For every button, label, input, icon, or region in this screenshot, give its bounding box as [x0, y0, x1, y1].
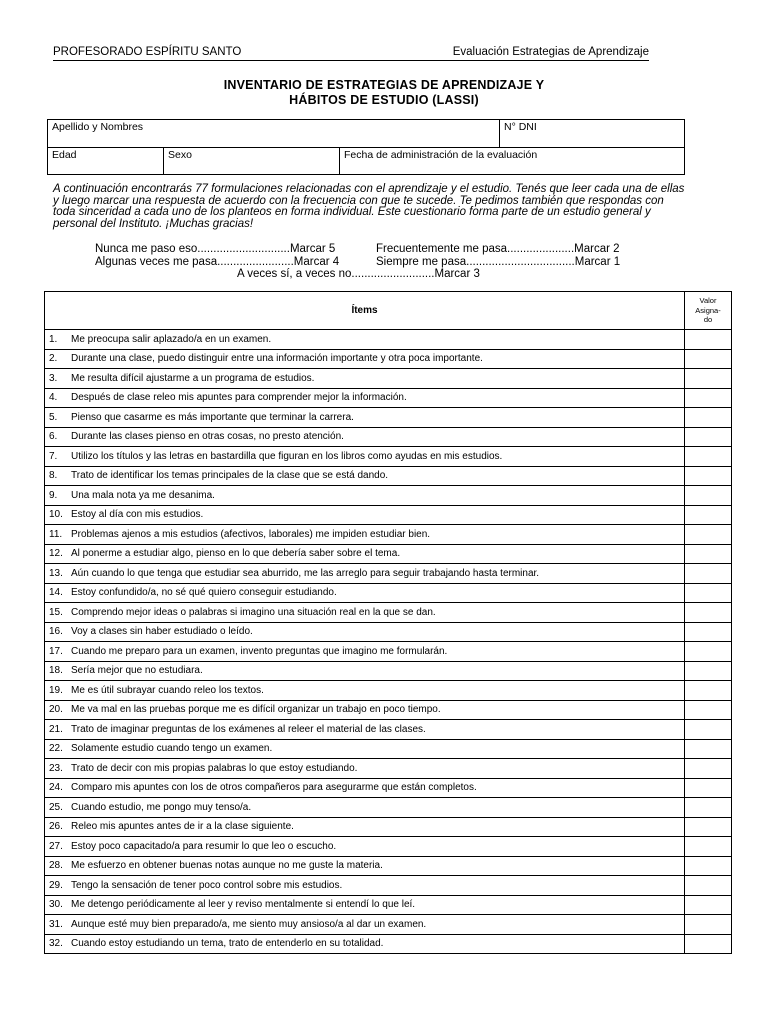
- item-row: [45, 486, 732, 506]
- item-row: [45, 427, 732, 447]
- item-statement: [45, 330, 685, 350]
- item-number: 17.: [49, 645, 63, 657]
- item-value-cell[interactable]: [685, 915, 732, 935]
- item-statement: [45, 837, 685, 857]
- item-text: Aún cuando lo que tenga que estudiar sea aburrido, me las arreglo para seguir trabajando hasta terminar.: [71, 567, 540, 579]
- item-number: 1.: [49, 333, 58, 345]
- item-number: 20.: [49, 704, 63, 716]
- item-row: [45, 895, 732, 915]
- item-row: [45, 661, 732, 681]
- item-text: Cuando estoy estudiando un tema, trato de entenderlo en su totalidad.: [71, 938, 384, 950]
- item-value-cell[interactable]: [685, 427, 732, 447]
- item-row: [45, 369, 732, 389]
- items-table: [44, 291, 732, 954]
- item-value-cell[interactable]: [685, 408, 732, 428]
- item-number: 28.: [49, 860, 63, 872]
- item-statement: [45, 642, 685, 662]
- item-number: 7.: [49, 450, 58, 462]
- item-value-cell[interactable]: [685, 856, 732, 876]
- date-field[interactable]: [340, 148, 685, 175]
- item-value-cell[interactable]: [685, 642, 732, 662]
- dni-label: N° DNI: [504, 121, 537, 133]
- items-body: [45, 330, 732, 954]
- item-number: 27.: [49, 840, 63, 852]
- dni-field[interactable]: [500, 120, 685, 148]
- item-value-cell[interactable]: [685, 895, 732, 915]
- item-text: Aunque esté muy bien preparado/a, me siento muy ansioso/a al dar un examen.: [71, 918, 427, 930]
- scale-algunas: Algunas veces me pasa........................Marcar 4: [95, 255, 340, 268]
- item-row: [45, 700, 732, 720]
- document-title-line-2: HÁBITOS DE ESTUDIO (LASSI): [289, 93, 479, 107]
- item-statement: [45, 447, 685, 467]
- item-row: [45, 466, 732, 486]
- sex-field[interactable]: [164, 148, 340, 175]
- item-number: 26.: [49, 821, 63, 833]
- name-field[interactable]: [48, 120, 500, 148]
- item-text: Al ponerme a estudiar algo, pienso en lo que debería saber sobre el tema.: [71, 548, 401, 560]
- item-number: 15.: [49, 606, 63, 618]
- item-row: [45, 739, 732, 759]
- item-number: 16.: [49, 626, 63, 638]
- item-row: [45, 681, 732, 701]
- item-statement: [45, 583, 685, 603]
- item-value-cell[interactable]: [685, 583, 732, 603]
- valor-header-line-1: Valor: [699, 296, 717, 306]
- item-statement: [45, 466, 685, 486]
- item-value-cell[interactable]: [685, 798, 732, 818]
- item-statement: [45, 856, 685, 876]
- item-statement: [45, 778, 685, 798]
- item-number: 23.: [49, 762, 63, 774]
- item-value-cell[interactable]: [685, 759, 732, 779]
- item-number: 13.: [49, 567, 63, 579]
- item-statement: [45, 505, 685, 525]
- item-value-cell[interactable]: [685, 661, 732, 681]
- item-number: 31.: [49, 918, 63, 930]
- item-text: Después de clase releo mis apuntes para comprender mejor la información.: [71, 392, 407, 404]
- item-value-cell[interactable]: [685, 603, 732, 623]
- item-number: 11.: [49, 528, 63, 540]
- item-row: [45, 856, 732, 876]
- item-row: [45, 759, 732, 779]
- item-statement: [45, 603, 685, 623]
- document-title-line-1: INVENTARIO DE ESTRATEGIAS DE APRENDIZAJE Y: [223, 78, 545, 92]
- item-value-cell[interactable]: [685, 447, 732, 467]
- item-row: [45, 603, 732, 623]
- item-value-cell[interactable]: [685, 700, 732, 720]
- item-statement: [45, 564, 685, 584]
- item-row: [45, 408, 732, 428]
- item-statement: [45, 622, 685, 642]
- item-text: Utilizo los títulos y las letras en bastardilla que figuran en los libros como ayudas en mis estudios.: [71, 450, 503, 462]
- item-statement: [45, 661, 685, 681]
- item-text: Trato de decir con mis propias palabras lo que estoy estudiando.: [71, 762, 358, 774]
- item-statement: [45, 798, 685, 818]
- item-text: Releo mis apuntes antes de ir a la clase siguiente.: [71, 821, 294, 833]
- item-row: [45, 817, 732, 837]
- item-value-cell[interactable]: [685, 486, 732, 506]
- item-value-cell[interactable]: [685, 739, 732, 759]
- item-number: 32.: [49, 938, 63, 950]
- item-row: [45, 447, 732, 467]
- name-label: Apellido y Nombres: [52, 121, 144, 133]
- scale-a-veces: A veces sí, a veces no..........................Marcar 3: [237, 268, 480, 280]
- item-text: Durante las clases pienso en otras cosas, no presto atención.: [71, 431, 344, 443]
- item-row: [45, 525, 732, 545]
- item-number: 10.: [49, 509, 63, 521]
- item-row: [45, 915, 732, 935]
- valor-header-line-3: do: [703, 315, 713, 325]
- item-text: Una mala nota ya me desanima.: [71, 489, 215, 501]
- item-number: 24.: [49, 782, 63, 794]
- item-row: [45, 564, 732, 584]
- item-row: [45, 642, 732, 662]
- item-statement: [45, 349, 685, 369]
- student-info-table: [47, 119, 685, 175]
- item-number: 21.: [49, 723, 63, 735]
- item-number: 3.: [49, 372, 58, 384]
- item-row: [45, 388, 732, 408]
- item-text: Problemas ajenos a mis estudios (afectivos, laborales) me impiden estudiar bien.: [71, 528, 431, 540]
- item-text: Estoy al día con mis estudios.: [71, 509, 204, 521]
- item-text: Estoy poco capacitado/a para resumir lo que leo o escucho.: [71, 840, 337, 852]
- item-row: [45, 349, 732, 369]
- item-row: [45, 837, 732, 857]
- age-label: Edad: [52, 149, 77, 161]
- item-text: Me va mal en las pruebas porque me es difícil organizar un trabajo en poco tiempo.: [71, 704, 441, 716]
- item-value-cell[interactable]: [685, 466, 732, 486]
- sex-label: Sexo: [168, 149, 192, 161]
- item-statement: [45, 408, 685, 428]
- item-statement: [45, 544, 685, 564]
- item-value-cell[interactable]: [685, 525, 732, 545]
- item-statement: [45, 720, 685, 740]
- item-text: Voy a clases sin haber estudiado o leído.: [71, 626, 253, 638]
- item-row: [45, 622, 732, 642]
- item-value-cell[interactable]: [685, 349, 732, 369]
- item-number: 18.: [49, 665, 63, 677]
- item-row: [45, 583, 732, 603]
- item-number: 6.: [49, 431, 58, 443]
- item-text: Me resulta difícil ajustarme a un programa de estudios.: [71, 372, 315, 384]
- valor-header-line-2: Asigna-: [695, 305, 721, 315]
- item-text: Me preocupa salir aplazado/a en un examen.: [71, 333, 272, 345]
- item-row: [45, 330, 732, 350]
- document-subject: Evaluación Estrategias de Aprendizaje: [452, 46, 649, 58]
- item-text: Comprendo mejor ideas o palabras si imagino una situación real en la que se dan.: [71, 606, 436, 618]
- valor-column-header: [685, 292, 732, 330]
- item-value-cell[interactable]: [685, 388, 732, 408]
- item-value-cell[interactable]: [685, 681, 732, 701]
- item-statement: [45, 427, 685, 447]
- item-value-cell[interactable]: [685, 720, 732, 740]
- item-row: [45, 876, 732, 896]
- item-statement: [45, 759, 685, 779]
- item-value-cell[interactable]: [685, 505, 732, 525]
- item-text: Durante una clase, puedo distinguir entre una información importante y otra poca importante.: [71, 353, 483, 365]
- item-number: 19.: [49, 684, 63, 696]
- scale-siempre: Siempre me pasa..................................Marcar 1: [376, 255, 621, 268]
- item-text: Comparo mis apuntes con los de otros compañeros para asegurarme que están completos.: [71, 782, 477, 794]
- item-number: 8.: [49, 470, 58, 482]
- date-label: Fecha de administración de la evaluación: [344, 149, 538, 161]
- institution-name: PROFESORADO ESPÍRITU SANTO: [53, 46, 242, 58]
- item-number: 5.: [49, 411, 58, 423]
- item-text: Trato de imaginar preguntas de los exámenes al releer el material de las clases.: [71, 723, 426, 735]
- item-row: [45, 505, 732, 525]
- item-statement: [45, 876, 685, 896]
- item-row: [45, 798, 732, 818]
- item-row: [45, 934, 732, 954]
- item-value-cell[interactable]: [685, 817, 732, 837]
- item-value-cell[interactable]: [685, 544, 732, 564]
- item-statement: [45, 525, 685, 545]
- item-statement: [45, 369, 685, 389]
- item-statement: [45, 681, 685, 701]
- item-value-cell[interactable]: [685, 934, 732, 954]
- instructions-paragraph: A continuación encontrarás 77 formulaciones relacionadas con el aprendizaje y el estudio. Tenés que leer cada una de ellas y luego marcar una respuesta de acuerdo con la frecuencia con que te sucede. Te pedimos también que respondas con toda sinceridad a cada uno de los planteos en forma individual. Este cuestionario forma parte de un estudio general y personal del Instituto. ¡Muchas gracias!: [53, 183, 685, 230]
- item-text: Me detengo periódicamente al leer y reviso mentalmente si entendí lo que leí.: [71, 899, 416, 911]
- item-value-cell[interactable]: [685, 564, 732, 584]
- item-number: 25.: [49, 801, 63, 813]
- item-value-cell[interactable]: [685, 369, 732, 389]
- item-statement: [45, 700, 685, 720]
- item-number: 22.: [49, 743, 63, 755]
- item-value-cell[interactable]: [685, 778, 732, 798]
- item-number: 30.: [49, 899, 63, 911]
- item-value-cell[interactable]: [685, 876, 732, 896]
- item-number: 4.: [49, 392, 58, 404]
- item-value-cell[interactable]: [685, 837, 732, 857]
- item-text: Cuando estudio, me pongo muy tenso/a.: [71, 801, 252, 813]
- item-text: Me es útil subrayar cuando releo los textos.: [71, 684, 264, 696]
- scale-nunca: Nunca me paso eso.............................Marcar 5: [95, 243, 336, 255]
- item-row: [45, 778, 732, 798]
- item-number: 12.: [49, 548, 63, 560]
- item-number: 9.: [49, 489, 58, 501]
- item-value-cell[interactable]: [685, 330, 732, 350]
- item-statement: [45, 817, 685, 837]
- page-header: [53, 44, 649, 61]
- item-text: Cuando me preparo para un examen, invento preguntas que imagino me formularán.: [71, 645, 448, 657]
- item-text: Me esfuerzo en obtener buenas notas aunque no me guste la materia.: [71, 860, 383, 872]
- scale-frecuentemente: Frecuentemente me pasa.....................Marcar 2: [376, 243, 620, 255]
- item-text: Estoy confundido/a, no sé qué quiero conseguir estudiando.: [71, 587, 337, 599]
- item-text: Solamente estudio cuando tengo un examen.: [71, 743, 273, 755]
- item-number: 29.: [49, 879, 63, 891]
- item-number: 2.: [49, 353, 58, 365]
- item-statement: [45, 934, 685, 954]
- item-statement: [45, 388, 685, 408]
- age-field[interactable]: [48, 148, 164, 175]
- item-row: [45, 720, 732, 740]
- item-text: Trato de identificar los temas principales de la clase que se está dando.: [71, 470, 389, 482]
- item-statement: [45, 915, 685, 935]
- item-text: Pienso que casarme es más importante que terminar la carrera.: [71, 411, 354, 423]
- item-number: 14.: [49, 587, 63, 599]
- items-column-header: Ítems: [45, 292, 685, 330]
- item-statement: [45, 739, 685, 759]
- item-text: Tengo la sensación de tener poco control sobre mis estudios.: [71, 879, 343, 891]
- item-text: Sería mejor que no estudiara.: [71, 665, 203, 677]
- item-row: [45, 544, 732, 564]
- item-statement: [45, 486, 685, 506]
- item-statement: [45, 895, 685, 915]
- item-value-cell[interactable]: [685, 622, 732, 642]
